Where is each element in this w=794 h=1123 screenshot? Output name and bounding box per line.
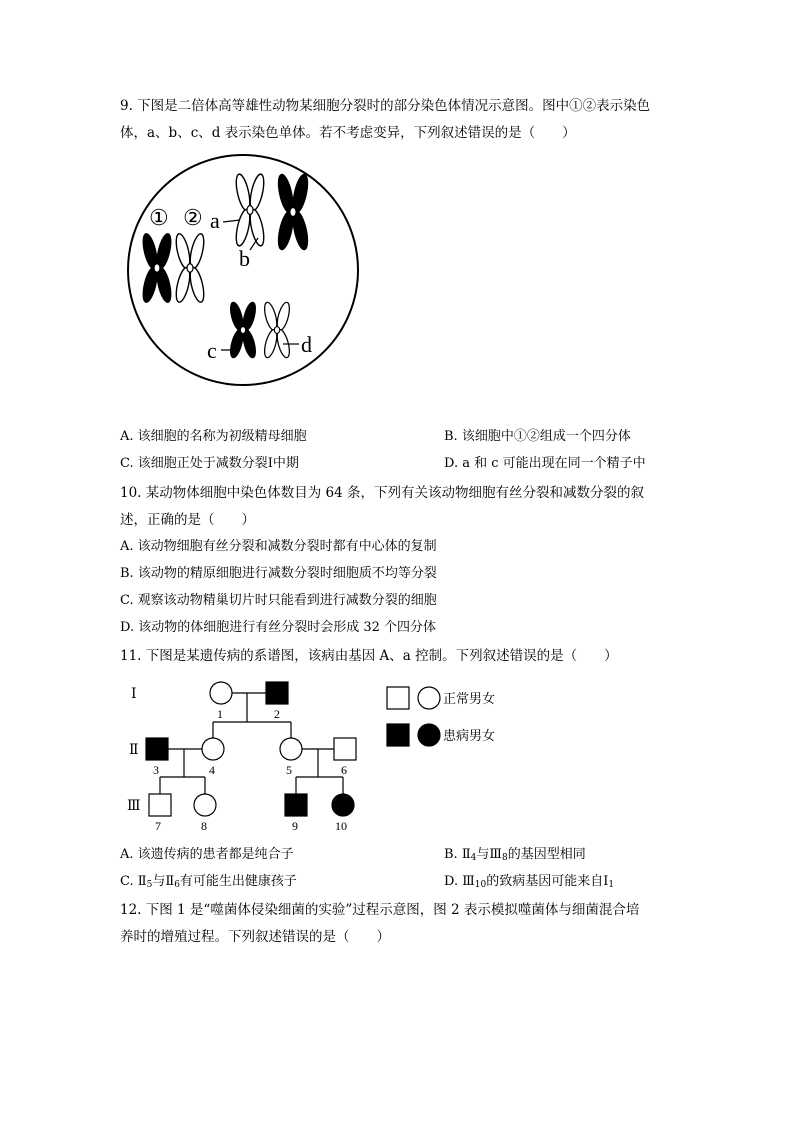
label-2: 2	[274, 707, 280, 721]
q11-option-c-suffix: 有可能生出健康孩子	[179, 874, 297, 889]
q11-option-b-gen1: Ⅱ	[461, 847, 471, 862]
q10-option-a[interactable]: A. 该动物细胞有丝分裂和减数分裂时都有中心体的复制	[120, 539, 437, 554]
q11-option-b-sub2: 8	[501, 853, 508, 863]
q12-stem-line2: 养时的增殖过程。下列叙述错误的是（ ）	[120, 929, 390, 945]
generation-3-label: Ⅲ	[127, 799, 141, 814]
chromatid-a-label: a	[210, 208, 220, 233]
q11-option-b-gen2: Ⅲ	[489, 847, 502, 862]
label-3: 3	[153, 763, 159, 777]
q9-stem-line2: 体，a、b、c、d 表示染色单体。若不考虑变异，下列叙述错误的是（ ）	[120, 125, 576, 141]
individual-I1	[210, 682, 232, 704]
individual-II5	[280, 738, 302, 760]
q11-option-c-prefix: C.	[120, 874, 138, 889]
chromatid-d-label: d	[301, 332, 312, 357]
chromosome-1	[141, 232, 174, 303]
q11-option-b[interactable]	[444, 846, 586, 867]
individual-III9	[285, 794, 307, 816]
label-1: 1	[217, 707, 223, 721]
q9-option-a[interactable]: A. 该细胞的名称为初级精母细胞	[120, 429, 307, 444]
q11-option-b-sub1: 4	[470, 853, 477, 863]
chromosome-2-label: ②	[183, 205, 203, 230]
q10-option-b[interactable]: B. 该动物的精原细胞进行减数分裂时细胞质不均等分裂	[120, 566, 437, 581]
label-10: 10	[335, 819, 347, 833]
legend-affected-male	[387, 724, 409, 746]
q10-option-d[interactable]: D. 该动物的体细胞进行有丝分裂时会形成 32 个四分体	[120, 620, 437, 635]
generation-1-label: Ⅰ	[131, 687, 137, 702]
q11-option-c[interactable]	[120, 873, 297, 894]
chromosome-top-black	[276, 173, 311, 251]
chromosome-top-white	[234, 173, 267, 247]
q11-option-d-prefix: D.	[444, 874, 463, 889]
q11-option-c-gen1: Ⅱ	[137, 874, 147, 889]
chromosome-2	[174, 232, 207, 303]
legend-affected-female	[418, 724, 440, 746]
q11-option-c-gen2: Ⅱ	[165, 874, 175, 889]
q9-option-b[interactable]: B. 该细胞中①②组成一个四分体	[444, 429, 631, 444]
q10-stem-line1: 10. 某动物体细胞中染色体数目为 64 条，下列有关该动物细胞有丝分裂和减数分裂的叙	[120, 485, 645, 501]
pedigree-chart	[125, 672, 525, 842]
legend-normal-male	[387, 687, 409, 709]
q11-option-b-prefix: B.	[444, 847, 462, 862]
q11-option-d-gen1: Ⅲ	[462, 874, 475, 889]
individual-I2	[266, 682, 288, 704]
label-4: 4	[209, 763, 215, 777]
individual-II4	[202, 738, 224, 760]
q11-option-c-sub1: 5	[146, 880, 153, 890]
label-7: 7	[155, 819, 161, 833]
chromosome-figure	[125, 150, 365, 390]
q11-option-d-sub1: 10	[474, 880, 487, 890]
chromatid-b-label: b	[239, 246, 250, 271]
legend-affected-label: 患病男女	[443, 728, 496, 743]
label-8: 8	[201, 819, 207, 833]
q11-option-d-mid: 的致病基因可能来自	[486, 874, 604, 889]
q11-option-c-sub2: 6	[174, 880, 180, 890]
q12-stem-line1: 12. 下图 1 是“噬菌体侵染细菌的实验”过程示意图，图 2 表示模拟噬菌体与细菌混合培	[120, 902, 640, 918]
legend-normal-label: 正常男女	[443, 691, 496, 706]
q11-option-c-mid: 与	[152, 874, 166, 889]
q11-option-d-gen2: Ⅰ	[603, 874, 609, 889]
label-9: 9	[292, 819, 298, 833]
q9-option-c[interactable]: C. 该细胞正处于减数分裂Ⅰ中期	[120, 456, 299, 471]
individual-III8	[194, 794, 216, 816]
q9-option-d[interactable]: D. a 和 c 可能出现在同一个精子中	[444, 456, 646, 471]
q11-option-b-mid: 与	[476, 847, 490, 862]
q9-stem-line1: 9. 下图是二倍体高等雄性动物某细胞分裂时的部分染色体情况示意图。图中①②表示染色	[120, 98, 651, 114]
legend-normal-female	[418, 687, 440, 709]
q11-option-b-suffix: 的基因型相同	[507, 847, 586, 862]
chromosome-1-label: ①	[149, 205, 169, 230]
individual-III10	[332, 794, 354, 816]
chromatid-c-label: c	[207, 338, 217, 363]
label-6: 6	[341, 763, 347, 777]
q10-option-c[interactable]: C. 观察该动物精巢切片时只能看到进行减数分裂的细胞	[120, 593, 437, 608]
chromosome-bottom-white	[262, 301, 292, 359]
q11-option-d[interactable]	[444, 873, 614, 894]
chromatid-a-pointer	[223, 220, 240, 222]
individual-III7	[149, 794, 171, 816]
label-5: 5	[286, 763, 292, 777]
individual-II6	[334, 738, 356, 760]
q11-stem-line1: 11. 下图是某遗传病的系谱图，该病由基因 A、a 控制。下列叙述错误的是（ ）	[120, 648, 618, 664]
q11-option-d-sub2: 1	[608, 880, 615, 890]
generation-2-label: Ⅱ	[129, 743, 139, 758]
individual-II3	[146, 738, 168, 760]
q11-option-a[interactable]: A. 该遗传病的患者都是纯合子	[120, 847, 294, 862]
chromatid-b-pointer	[250, 238, 258, 250]
q10-stem-line2: 述，正确的是（ ）	[120, 512, 255, 528]
